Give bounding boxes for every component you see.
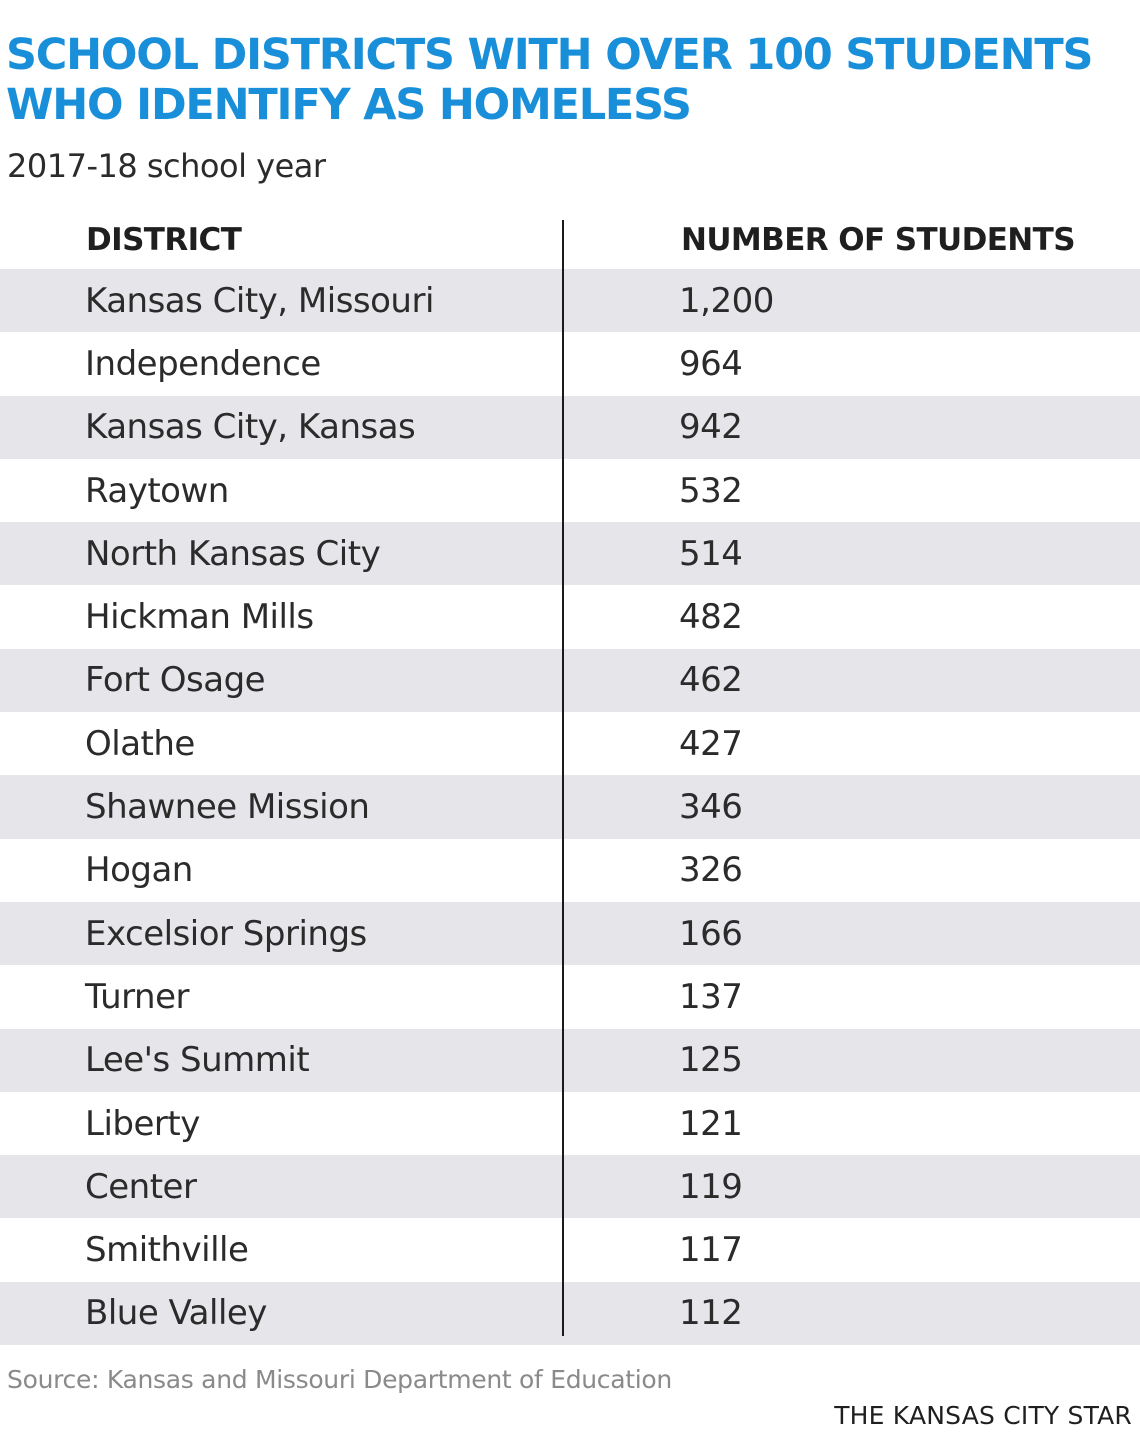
student-count-cell: 121: [679, 1103, 743, 1144]
district-cell: Raytown: [85, 470, 229, 511]
student-count-cell: 112: [679, 1293, 743, 1334]
student-count-cell: 482: [679, 597, 743, 638]
table-row: [0, 1218, 1140, 1281]
table-row: [0, 269, 1140, 332]
table-header-row: [0, 220, 1140, 269]
district-cell: North Kansas City: [85, 533, 381, 574]
district-cell: Center: [85, 1166, 197, 1207]
student-count-cell: 346: [679, 787, 743, 828]
student-count-cell: 427: [679, 723, 743, 764]
district-cell: Turner: [85, 976, 189, 1017]
table-body: [0, 269, 1140, 1345]
district-cell: Liberty: [85, 1103, 200, 1144]
student-count-cell: 462: [679, 660, 743, 701]
data-table: [0, 220, 1140, 1345]
table-row: [0, 522, 1140, 585]
district-cell: Shawnee Mission: [85, 787, 370, 828]
district-cell: Fort Osage: [85, 660, 266, 701]
district-cell: Kansas City, Kansas: [85, 407, 416, 448]
table-row: [0, 775, 1140, 838]
student-count-cell: 514: [679, 533, 743, 574]
student-count-cell: 532: [679, 470, 743, 511]
table-row: [0, 902, 1140, 965]
student-count-cell: 942: [679, 407, 743, 448]
table-row: [0, 585, 1140, 648]
student-count-cell: 1,200: [679, 280, 774, 321]
table-row: [0, 712, 1140, 775]
table-row: [0, 1092, 1140, 1155]
student-count-cell: 119: [679, 1166, 743, 1207]
student-count-cell: 137: [679, 976, 743, 1017]
district-cell: Smithville: [85, 1230, 249, 1271]
publisher-credit: THE KANSAS CITY STAR: [834, 1401, 1132, 1430]
district-cell: Blue Valley: [85, 1293, 267, 1334]
district-cell: Olathe: [85, 723, 195, 764]
table-row: [0, 839, 1140, 902]
district-cell: Independence: [85, 343, 321, 384]
student-count-cell: 964: [679, 343, 743, 384]
source-note: Source: Kansas and Missouri Department of Education: [7, 1365, 672, 1394]
district-cell: Hickman Mills: [85, 597, 314, 638]
student-count-cell: 125: [679, 1040, 743, 1081]
table-row: [0, 1155, 1140, 1218]
table-row: [0, 396, 1140, 459]
student-count-cell: 326: [679, 850, 743, 891]
column-divider: [562, 220, 564, 1336]
district-cell: Excelsior Springs: [85, 913, 367, 954]
table-row: [0, 965, 1140, 1028]
table-row: [0, 649, 1140, 712]
table-row: [0, 1282, 1140, 1345]
district-cell: Hogan: [85, 850, 193, 891]
district-cell: Kansas City, Missouri: [85, 280, 434, 321]
chart-subtitle: 2017-18 school year: [7, 147, 326, 185]
chart-title: SCHOOL DISTRICTS WITH OVER 100 STUDENTS WHO IDENTIFY AS HOMELESS: [6, 30, 1093, 130]
column-header-number-of-students: NUMBER OF STUDENTS: [681, 222, 1075, 258]
student-count-cell: 117: [679, 1230, 743, 1271]
table-row: [0, 459, 1140, 522]
table-row: [0, 332, 1140, 395]
column-header-district: DISTRICT: [86, 222, 242, 258]
district-cell: Lee's Summit: [85, 1040, 310, 1081]
table-row: [0, 1029, 1140, 1092]
student-count-cell: 166: [679, 913, 743, 954]
